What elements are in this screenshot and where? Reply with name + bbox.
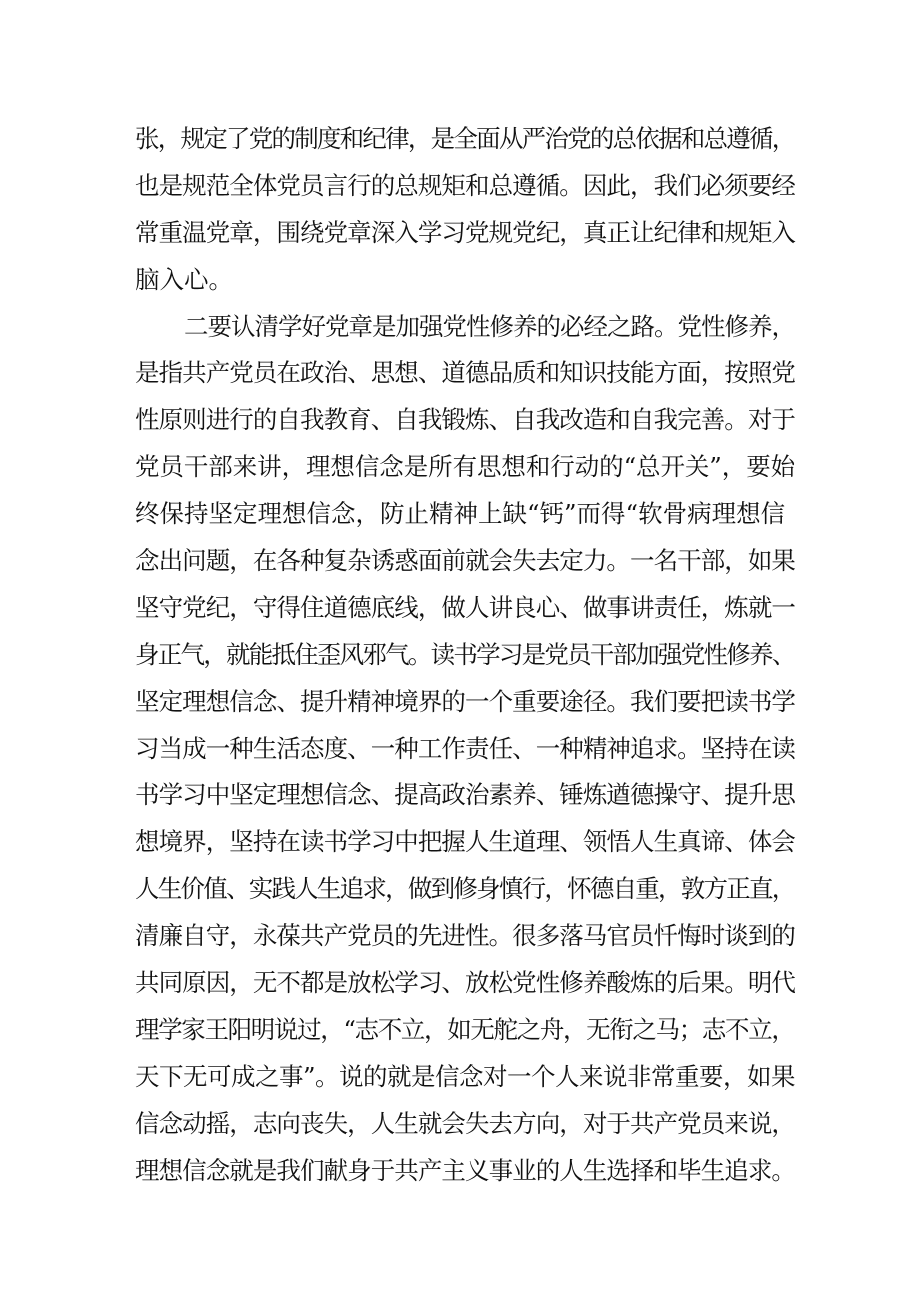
text-line: 念出问题，在各种复杂诱惑面前就会失去定力。一名干部，如果 [135,546,795,576]
text-line: 人生价值、实践人生追求，做到修身慎行，怀德自重，敦方正直， [135,874,795,904]
text-line: 是指共产党员在政治、思想、道德品质和知识技能方面，按照党 [135,358,795,388]
body-text [135,116,795,1194]
text-line: 天下无可成之事”。说的就是信念对一个人来说非常重要，如果 [135,1061,796,1091]
text-line: 二要认清学好党章是加强党性修养的必经之路。党性修养， [184,311,795,341]
text-line: 身正气，就能抵住歪风邪气。读书学习是党员干部加强党性修养、 [135,639,795,669]
text-line: 脑入心。 [135,264,233,294]
text-line: 张，规定了党的制度和纪律，是全面从严治党的总依据和总遵循， [135,124,795,153]
text-line: 信念动摇，志向丧失，人生就会失去方向，对于共产党员来说， [135,1108,795,1138]
text-line: 习当成一种生活态度、一种工作责任、一种精神追求。坚持在读 [135,733,795,763]
text-line: 清廉自守，永葆共产党员的先进性。很多落马官员忏悔时谈到的 [135,921,795,951]
text-line: 也是规范全体党员言行的总规矩和总遵循。因此，我们必须要经 [135,170,795,200]
text-line: 坚定理想信念、提升精神境界的一个重要途径。我们要把读书学 [135,686,795,716]
text-line: 书学习中坚定理想信念、提高政治素养、锤炼遒德操守、提升思 [135,780,795,810]
text-line: 想境界，坚持在读书学习中把握人生道理、领悟人生真谛、体会 [135,827,795,857]
text-line: 理学家王阳明说过，“志不立，如无舵之舟，无衔之马；志不立， [135,1014,795,1044]
text-line: 常重温党章，围绕党章深入学习党规党纪，真正让纪律和规矩入 [135,217,795,247]
text-line: 理想信念就是我们献身于共产主义事业的人生选择和毕生追求。 [135,1155,795,1185]
paragraph-2 [135,304,795,1195]
text-line: 终保持坚定理想信念，防止精神上缺“钙”而得“软骨病理想信 [135,499,786,529]
text-line: 坚守党纪，守得住道德底线，做人讲良心、做事讲责任，炼就一 [135,592,795,622]
text-line: 党员干部来讲，理想信念是所有思想和行动的“总开关”，要始 [135,452,796,482]
text-line: 共同原因，无不都是放松学习、放松党性修养酸炼的后果。明代 [135,968,795,998]
text-line: 性原则进行的自我教育、自我锻炼、自我改造和自我完善。对于 [135,405,795,435]
paragraph-1 [135,116,795,304]
